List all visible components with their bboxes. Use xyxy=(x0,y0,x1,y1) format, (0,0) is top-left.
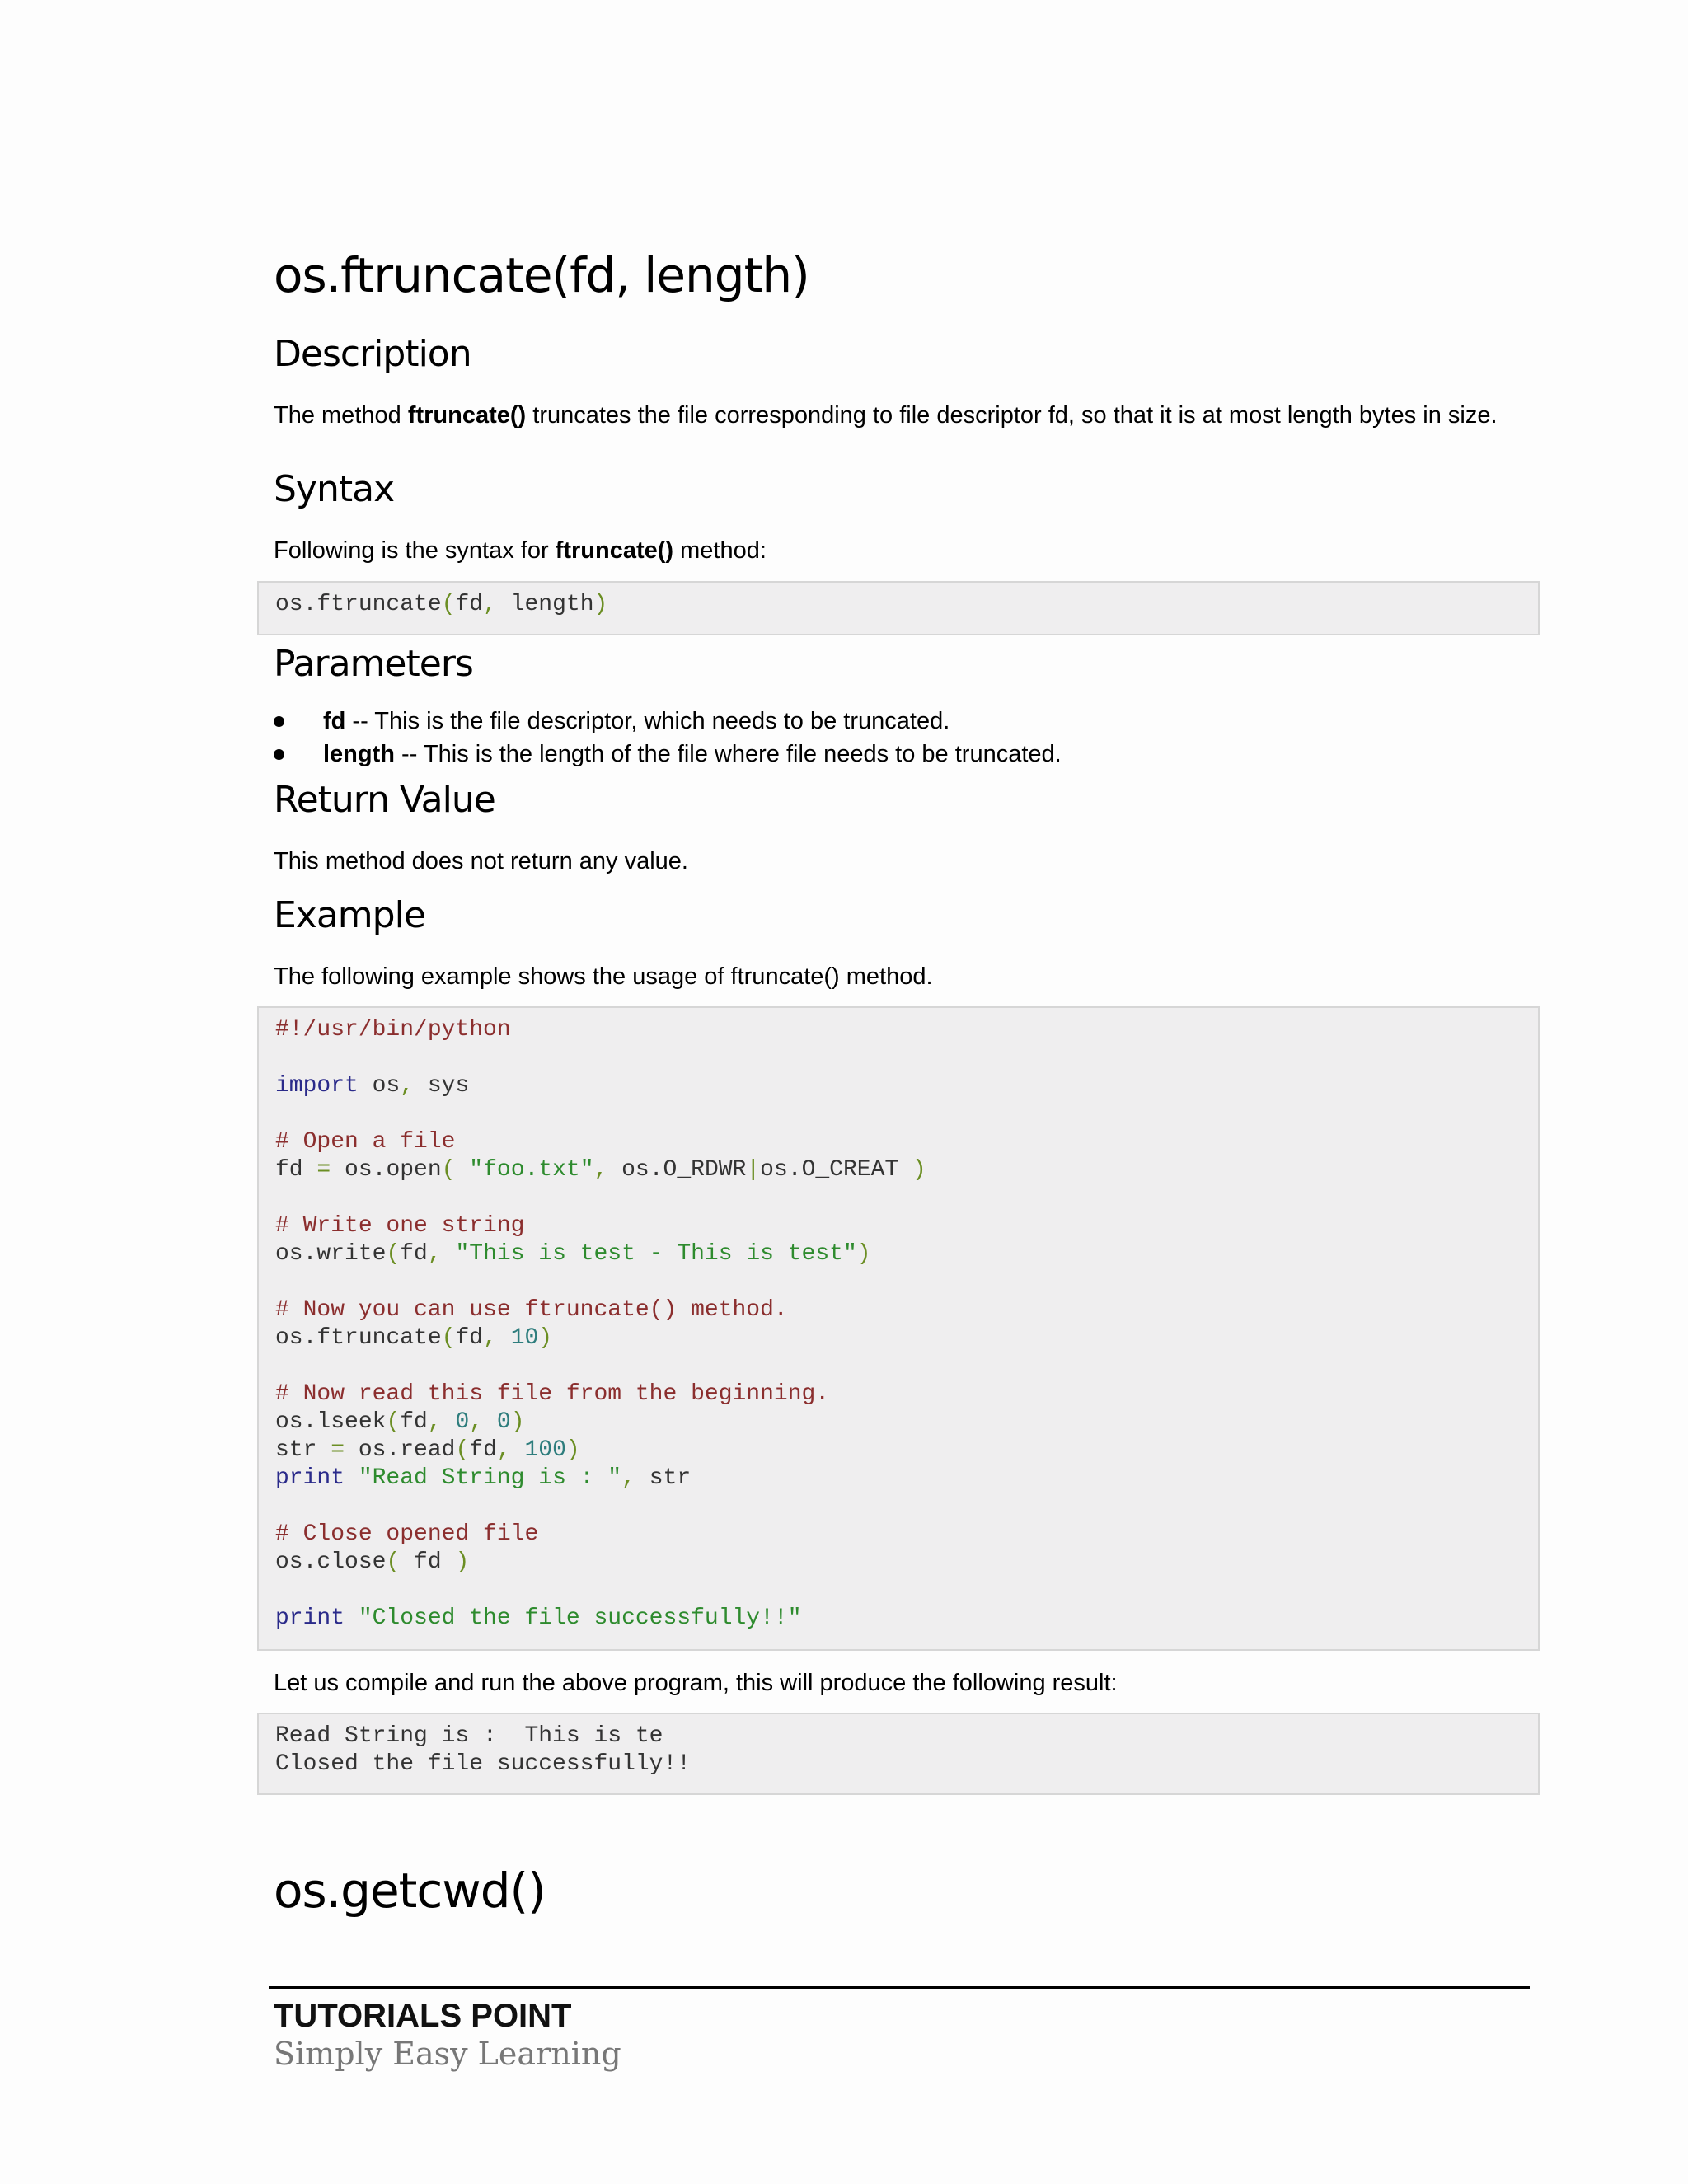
footer-divider xyxy=(269,1986,1530,1989)
parameters-list xyxy=(274,705,1523,771)
syntax-code-block xyxy=(257,581,1540,635)
syntax-intro xyxy=(274,536,1523,565)
syntax-intro-part: method: xyxy=(673,537,767,564)
footer-tagline: Simply Easy Learning xyxy=(274,2036,621,2072)
description-text-part: truncates the file corresponding to file descriptor fd, so that it is at most length bytes in size. xyxy=(526,402,1498,429)
example-heading: Example xyxy=(274,894,425,936)
return-value-heading: Return Value xyxy=(274,779,495,821)
result-output-block xyxy=(257,1713,1540,1795)
example-code-block xyxy=(257,1006,1540,1651)
param-name: length xyxy=(323,741,395,767)
section-title: os.ftruncate(fd, length) xyxy=(274,247,809,303)
list-item xyxy=(274,738,1523,771)
method-name-bold: ftruncate() xyxy=(555,537,674,564)
method-name-bold: ftruncate() xyxy=(407,402,527,429)
result-intro: Let us compile and run the above program, this will produce the following result: xyxy=(274,1670,1118,1696)
param-description: -- This is the length of the file where file needs to be truncated. xyxy=(395,741,1062,767)
syntax-code: os.ftruncate(fd, length) xyxy=(275,592,608,617)
next-section-title: os.getcwd() xyxy=(274,1863,546,1919)
syntax-intro-part: Following is the syntax for xyxy=(274,537,556,564)
bullet-icon xyxy=(274,749,284,760)
list-item xyxy=(274,705,1523,738)
result-output: Read String is : This is te Closed the file successfully!! xyxy=(275,1723,692,1777)
parameters-heading: Parameters xyxy=(274,643,473,685)
example-intro: The following example shows the usage of ftruncate() method. xyxy=(274,963,933,990)
description-text-part: The method xyxy=(274,402,408,429)
param-name: fd xyxy=(323,708,346,734)
bullet-icon xyxy=(274,716,284,727)
syntax-heading: Syntax xyxy=(274,468,395,510)
example-code: #!/usr/bin/python import os, sys # Open a file fd = os.open( "foo.txt", os.O_RDWR|os.O_CREAT ) # Write one string os.write(fd, "This is test - This is test") # Now you can use ftruncate() method. os.ftruncate(fd, 10) # Now read this file from the beginning. os.lseek(fd, 0, 0) str = os.read(fd, 100) print "Read String is : ", str # Close opened file os.close( fd ) print "Closed the file successfully!!" xyxy=(275,1017,926,1631)
description-heading: Description xyxy=(274,333,471,375)
description-text xyxy=(274,401,1523,430)
param-description: -- This is the file descriptor, which needs to be truncated. xyxy=(345,708,950,734)
return-value-text: This method does not return any value. xyxy=(274,848,688,874)
footer-brand: TUTORIALS POINT xyxy=(274,1998,572,2034)
